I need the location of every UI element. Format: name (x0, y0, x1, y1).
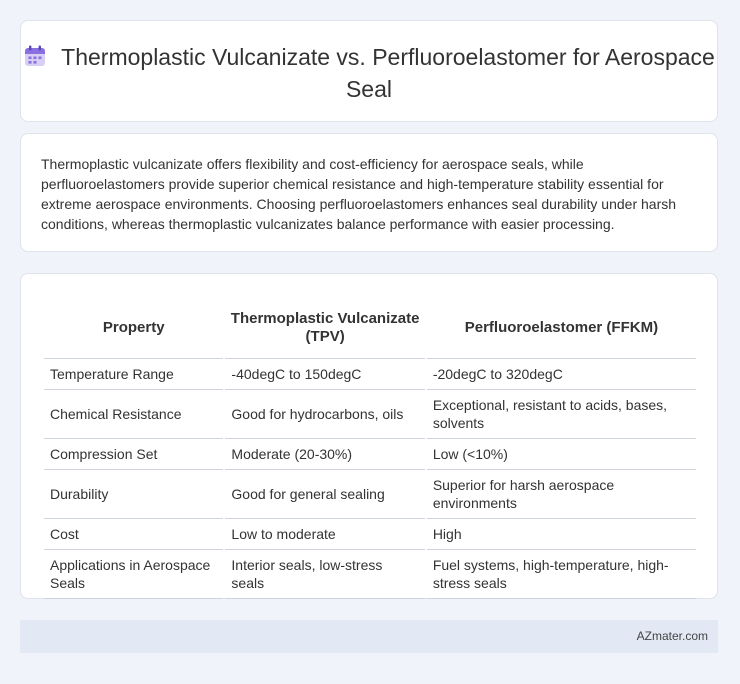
table-cell-ffkm: Fuel systems, high-temperature, high-stress seals (427, 550, 696, 599)
table-cell-property: Chemical Resistance (44, 390, 223, 439)
table-cell-tpv: Interior seals, low-stress seals (225, 550, 424, 599)
column-header-property: Property (44, 298, 223, 359)
table-cell-ffkm: -20degC to 320degC (427, 359, 696, 390)
table-row (44, 390, 696, 439)
summary-card (20, 133, 718, 252)
calendar-icon (23, 44, 47, 75)
table-cell-tpv: -40degC to 150degC (225, 359, 424, 390)
footer-brand: AZmater.com (636, 629, 708, 643)
table-cell-property: Cost (44, 519, 223, 550)
table-row (44, 550, 696, 599)
column-header-tpv: Thermoplastic Vulcanizate (TPV) (225, 298, 424, 359)
title-card (20, 20, 718, 122)
table-header-row (44, 298, 696, 359)
column-header-ffkm: Perfluoroelastomer (FFKM) (427, 298, 696, 359)
table-cell-tpv: Moderate (20-30%) (225, 439, 424, 470)
table-row (44, 519, 696, 550)
page-title-wrap (21, 43, 717, 104)
table-cell-property: Applications in Aerospace Seals (44, 550, 223, 599)
table-row (44, 359, 696, 390)
table-cell-tpv: Good for hydrocarbons, oils (225, 390, 424, 439)
table-cell-ffkm: Low (<10%) (427, 439, 696, 470)
table-cell-ffkm: Exceptional, resistant to acids, bases, solvents (427, 390, 696, 439)
table-cell-property: Compression Set (44, 439, 223, 470)
table-cell-property: Durability (44, 470, 223, 519)
table-cell-tpv: Low to moderate (225, 519, 424, 550)
table-cell-tpv: Good for general sealing (225, 470, 424, 519)
table-cell-ffkm: High (427, 519, 696, 550)
comparison-table (42, 298, 698, 599)
table-cell-property: Temperature Range (44, 359, 223, 390)
table-cell-ffkm: Superior for harsh aerospace environments (427, 470, 696, 519)
comparison-table-card (20, 273, 718, 599)
footer-bar (20, 620, 718, 653)
table-row (44, 439, 696, 470)
table-row (44, 470, 696, 519)
page-title: Thermoplastic Vulcanizate vs. Perfluoroelastomer for Aerospace Seal (61, 44, 715, 102)
summary-text: Thermoplastic vulcanizate offers flexibility and cost-efficiency for aerospace seals, while perfluoroelastomers provide superior chemical resistance and high-temperature stability essential for extreme aerospace environments. Choosing perfluoroelastomers enhances seal durability under harsh conditions, whereas thermoplastic vulcanizates balance performance with easier processing. (41, 156, 677, 232)
